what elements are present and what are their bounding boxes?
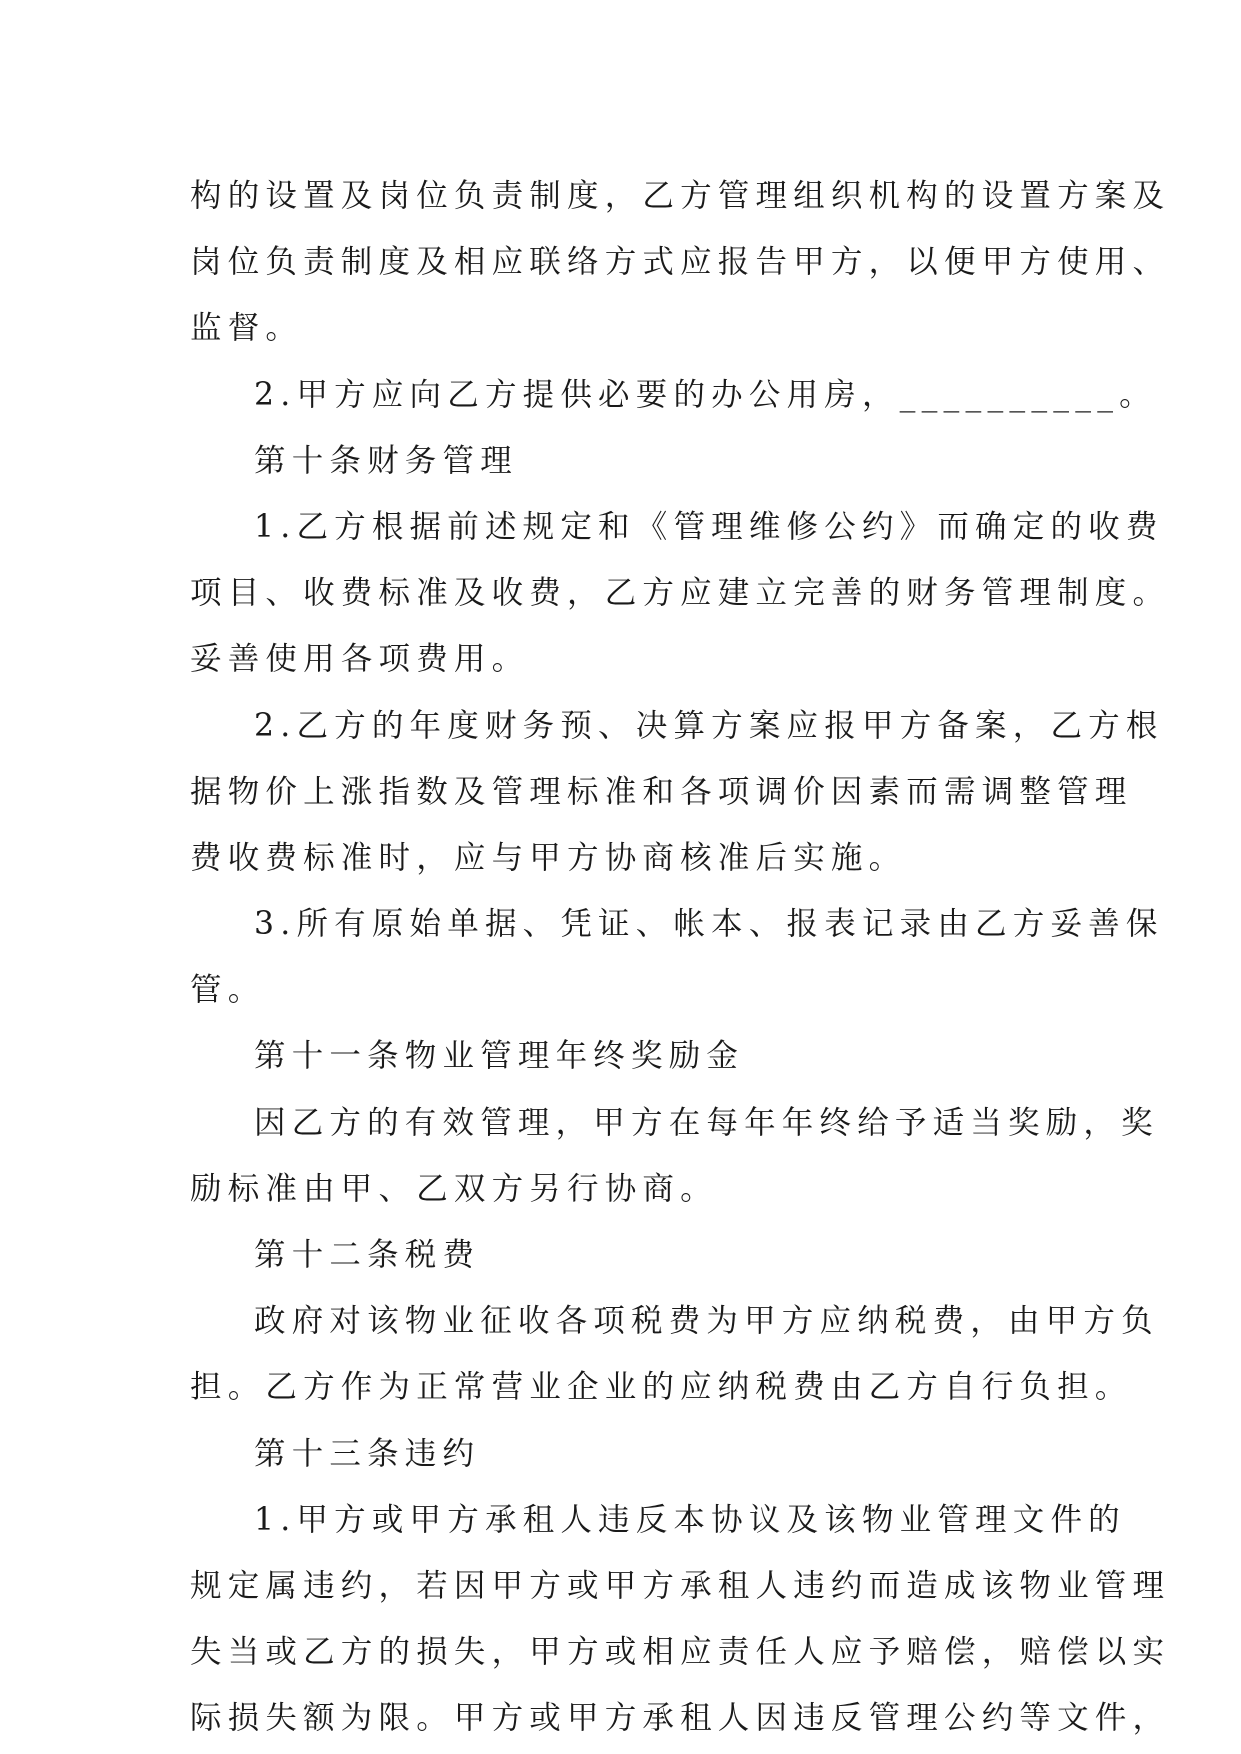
text-line: 失当或乙方的损失，甲方或相应责任人应予赔偿，赔偿以实 [190, 1634, 1171, 1671]
text-line: 2.乙方的年度财务预、决算方案应报甲方备案，乙方根 [254, 707, 1164, 744]
text-line: 监督。 [190, 310, 304, 347]
text-line: 费收费标准时，应与甲方协商核准后实施。 [190, 839, 907, 876]
text-line: 据物价上涨指数及管理标准和各项调价因素而需调整管理 [190, 773, 1133, 810]
text-line: 因乙方的有效管理，甲方在每年年终给予适当奖励，奖 [254, 1104, 1159, 1141]
text-line: 岗位负责制度及相应联络方式应报告甲方，以便甲方使用、 [190, 244, 1171, 281]
text-line: 规定属违约，若因甲方或甲方承租人违约而造成该物业管理 [190, 1567, 1171, 1604]
article-10-heading: 第十条财务管理 [254, 442, 518, 479]
text-line: 管。 [190, 972, 266, 1009]
text-line: 1.乙方根据前述规定和《管理维修公约》而确定的收费 [254, 508, 1164, 545]
text-line: 际损失额为限。甲方或甲方承租人因违反管理公约等文件， [190, 1700, 1171, 1737]
text-line: 政府对该物业征收各项税费为甲方应纳税费，由甲方负 [254, 1303, 1159, 1340]
body-text [190, 163, 1171, 1752]
article-11-heading: 第十一条物业管理年终奖励金 [254, 1038, 745, 1075]
text-line: 担。乙方作为正常营业企业的应纳税费由乙方自行负担。 [190, 1369, 1133, 1406]
text-line: 励标准由甲、乙双方另行协商。 [190, 1170, 718, 1207]
article-13-heading: 第十三条违约 [254, 1435, 481, 1472]
text-line: 3.所有原始单据、凭证、帐本、报表记录由乙方妥善保 [254, 906, 1164, 943]
text-line: 构的设置及岗位负责制度，乙方管理组织机构的设置方案及 [190, 178, 1171, 214]
clause-2-office-space: 2.甲方应向乙方提供必要的办公用房，__________。 [254, 376, 1157, 413]
text-line: 1.甲方或甲方承租人违反本协议及该物业管理文件的 [254, 1501, 1126, 1538]
text-line: 项目、收费标准及收费，乙方应建立完善的财务管理制度。 [190, 575, 1171, 612]
text-line: 妥善使用各项费用。 [190, 641, 530, 678]
article-12-heading: 第十二条税费 [254, 1237, 481, 1273]
